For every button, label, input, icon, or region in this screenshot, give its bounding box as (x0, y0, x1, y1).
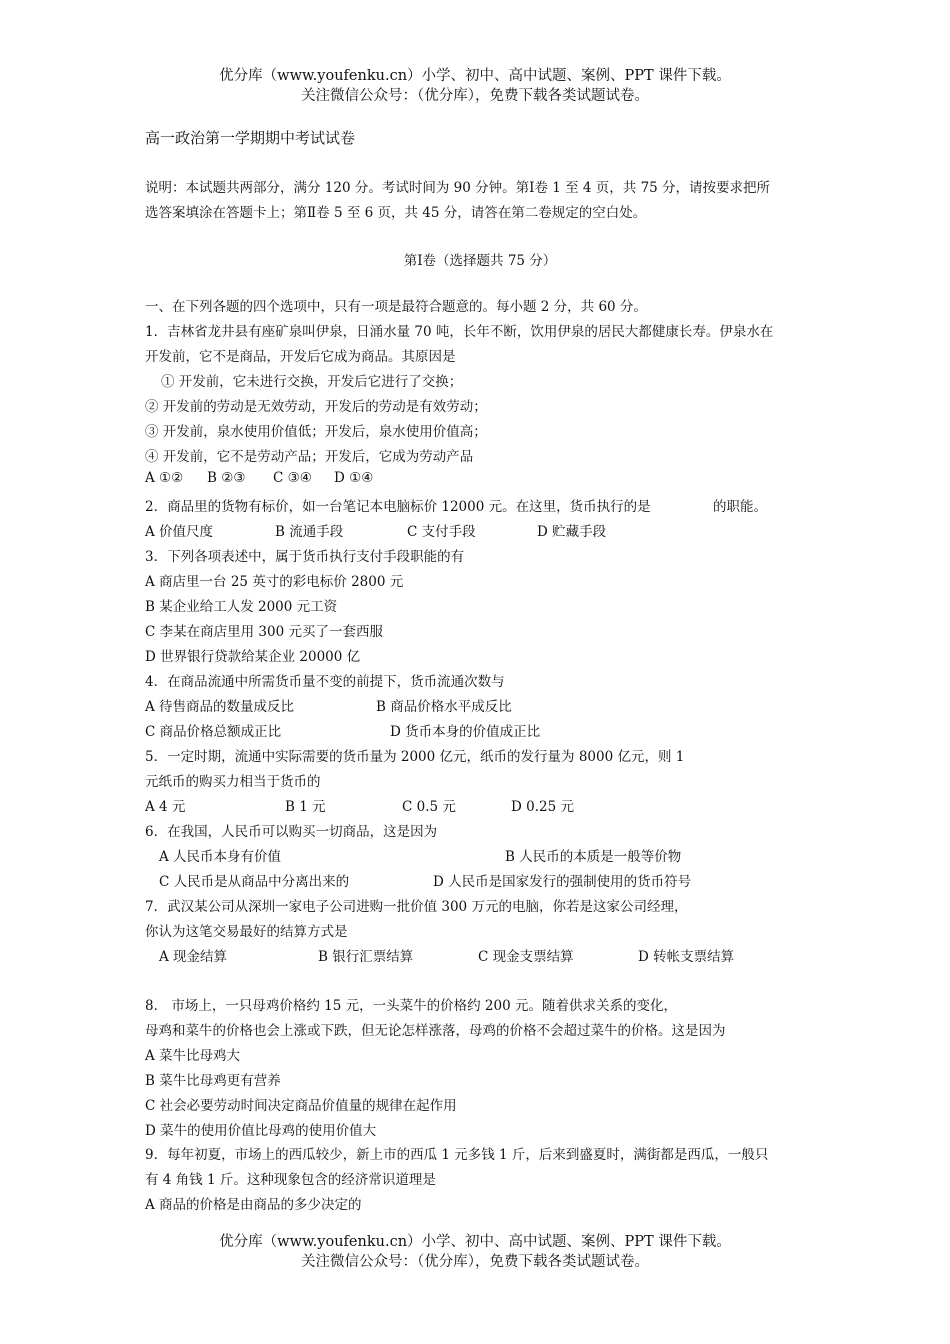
q1-option-c: C ③④ (273, 470, 312, 486)
q8-option-c: C 社会必要劳动时间决定商品价值量的规律在起作用 (145, 1098, 457, 1114)
q2-option-d: D 贮藏手段 (537, 524, 607, 540)
q8-stem-line-2: 母鸡和菜牛的价格也会上涨或下跌，但无论怎样涨落，母鸡的价格不会超过菜牛的价格。这是因为 (145, 1023, 726, 1039)
q2-option-a: A 价值尺度 (145, 524, 214, 540)
q7-option-c: C 现金支票结算 (478, 949, 574, 965)
instructions-line-1: 说明：本试题共两部分，满分 120 分。考试时间为 90 分钟。第Ⅰ卷 1 至 4 页，共 75 分，请按要求把所 (145, 180, 771, 196)
q3-option-c: C 李某在商店里用 300 元买了一套西服 (145, 624, 383, 640)
q9-stem-line-1: 9．每年初夏，市场上的西瓜较少，新上市的西瓜 1 元多钱 1 斤，后来到盛夏时，满街都是西瓜，一般只 (145, 1147, 769, 1163)
header-line-2: 关注微信公众号：（优分库），免费下载各类试题试卷。 (301, 88, 649, 104)
q9-stem-line-2: 有 4 角钱 1 斤。这种现象包含的经济常识道理是 (145, 1172, 436, 1188)
q3-option-a: A 商店里一台 25 英寸的彩电标价 2800 元 (145, 574, 404, 590)
q7-option-d: D 转帐支票结算 (638, 949, 735, 965)
q1-option-d: D ①④ (334, 470, 374, 486)
footer-line-1: 优分库（www.youfenku.cn）小学、初中、高中试题、案例、PPT 课件下载。 (219, 1234, 731, 1250)
page-footer (0, 1232, 950, 1272)
q1-option-a: A ①② (145, 470, 184, 486)
q7-option-b: B 银行汇票结算 (318, 949, 414, 965)
q5-stem-line-1: 5．一定时期，流通中实际需要的货币量为 2000 亿元，纸币的发行量为 8000 亿元，则 1 (145, 749, 685, 765)
q7-stem-line-2: 你认为这笔交易最好的结算方式是 (145, 924, 348, 940)
q3-stem: 3．下列各项表述中，属于货币执行支付手段职能的有 (145, 549, 465, 565)
q6-option-c: C 人民币是从商品中分离出来的 (159, 874, 350, 890)
q4-option-b: B 商品价格水平成反比 (376, 699, 512, 715)
q1-statement-3: ③ 开发前，泉水使用价值低；开发后，泉水使用价值高； (145, 424, 487, 440)
q1-statement-2: ② 开发前的劳动是无效劳动，开发后的劳动是有效劳动； (145, 399, 487, 415)
q3-option-d: D 世界银行贷款给某企业 20000 亿 (145, 649, 361, 665)
q8-stem-line-1: 8． 市场上，一只母鸡价格约 15 元，一头菜牛的价格约 200 元。随着供求关系的变化， (145, 998, 677, 1014)
q5-option-a: A 4 元 (145, 799, 186, 815)
q7-option-a: A 现金结算 (159, 949, 228, 965)
q2-stem: 2．商品里的货物有标价，如一台笔记本电脑标价 12000 元。在这里，货币执行的是 (145, 499, 651, 515)
q2-option-c: C 支付手段 (407, 524, 476, 540)
q1-option-b: B ②③ (207, 470, 246, 486)
q1-stem-line-1: 1．吉林省龙井县有座矿泉叫伊泉，日涌水量 70 吨，长年不断，饮用伊泉的居民大都健康长寿。伊泉水在 (145, 324, 774, 340)
q6-option-d: D 人民币是国家发行的强制使用的货币符号 (433, 874, 692, 890)
q5-option-d: D 0.25 元 (511, 799, 574, 815)
q6-option-a: A 人民币本身有价值 (159, 849, 282, 865)
q9-option-a: A 商品的价格是由商品的多少决定的 (145, 1197, 362, 1213)
q5-stem-line-2: 元纸币的购买力相当于货币的 (145, 774, 321, 790)
q8-option-a: A 菜牛比母鸡大 (145, 1048, 241, 1064)
section-title: 第Ⅰ卷（选择题共 75 分） (403, 253, 557, 269)
q4-option-c: C 商品价格总额成正比 (145, 724, 282, 740)
q8-option-d: D 菜牛的使用价值比母鸡的使用价值大 (145, 1123, 377, 1139)
footer-line-2: 关注微信公众号：（优分库），免费下载各类试题试卷。 (301, 1254, 649, 1270)
q4-option-a: A 待售商品的数量成反比 (145, 699, 295, 715)
q1-statement-4: ④ 开发前，它不是劳动产品；开发后，它成为劳动产品 (145, 449, 474, 465)
q6-option-b: B 人民币的本质是一般等价物 (505, 849, 682, 865)
q1-stem-line-2: 开发前，它不是商品，开发后它成为商品。其原因是 (145, 349, 456, 365)
q6-stem: 6．在我国，人民币可以购买一切商品，这是因为 (145, 824, 438, 840)
q3-option-b: B 某企业给工人发 2000 元工资 (145, 599, 338, 615)
exam-title: 高一政治第一学期期中考试试卷 (145, 129, 356, 147)
header-line-1: 优分库（www.youfenku.cn）小学、初中、高中试题、案例、PPT 课件下载。 (219, 68, 731, 84)
instructions-line-2: 选答案填涂在答题卡上；第Ⅱ卷 5 至 6 页，共 45 分，请答在第二卷规定的空白处。 (145, 205, 647, 221)
q2-stem-end: 的职能。 (713, 499, 767, 515)
part-intro: 一、在下列各题的四个选项中，只有一项是最符合题意的。每小题 2 分，共 60 分。 (145, 299, 647, 315)
q7-stem-line-1: 7．武汉某公司从深圳一家电子公司进购一批价值 300 万元的电脑，你若是这家公司经理， (145, 899, 688, 915)
q8-option-b: B 菜牛比母鸡更有营养 (145, 1073, 281, 1089)
q5-option-c: C 0.5 元 (402, 799, 456, 815)
q4-option-d: D 货币本身的价值成正比 (390, 724, 541, 740)
q1-statement-1: ① 开发前，它未进行交换，开发后它进行了交换； (161, 374, 463, 390)
q5-option-b: B 1 元 (285, 799, 326, 815)
q4-stem: 4．在商品流通中所需货币量不变的前提下，货币流通次数与 (145, 674, 505, 690)
page-header (0, 66, 950, 106)
q2-option-b: B 流通手段 (275, 524, 344, 540)
